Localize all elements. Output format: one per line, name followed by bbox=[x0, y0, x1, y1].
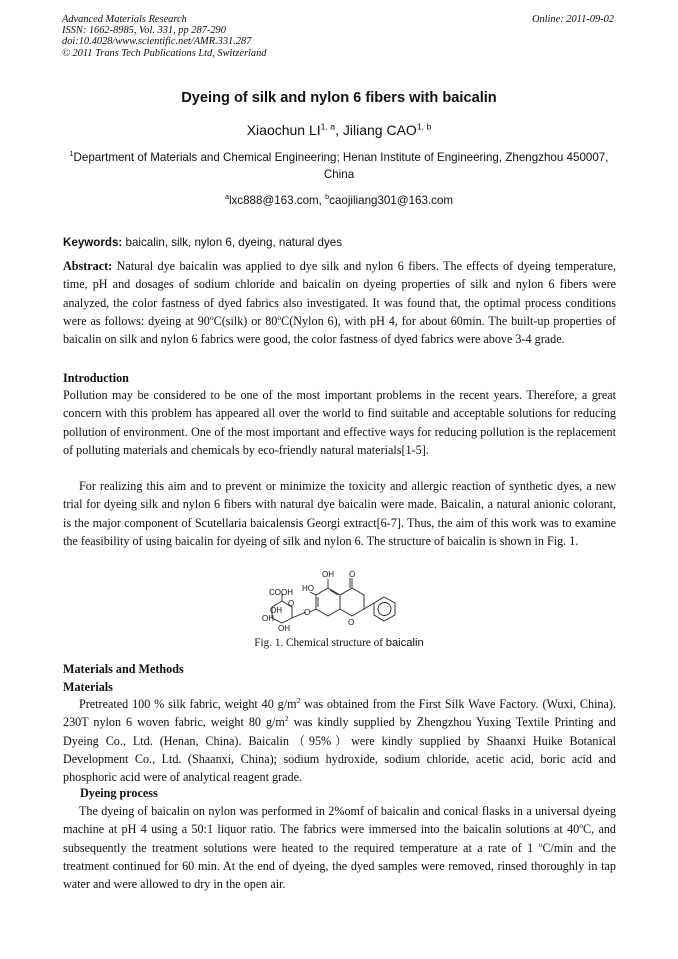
journal-header bbox=[62, 14, 266, 59]
a-ring bbox=[316, 588, 340, 616]
caption-compound: baicalin bbox=[385, 637, 424, 649]
intro-paragraph-1: Pollution may be considered to be one of the most important problems in the recent years. Therefore, a great concern with this problem has appeared all over the world to find suitable and acceptable solutions for reducing pollution of environment. One of the most important and effective ways for reducing pollution is the replacement of polluting materials and chemicals by eco-friendly natural materials[1-5]. bbox=[63, 388, 616, 457]
email-a-sup: a bbox=[224, 192, 229, 202]
chem-label: O bbox=[348, 618, 355, 627]
affiliation bbox=[66, 150, 612, 183]
degree-mark: o bbox=[538, 839, 543, 849]
author-separator: , bbox=[335, 122, 343, 138]
journal-name: Advanced Materials Research bbox=[62, 14, 187, 25]
keywords bbox=[63, 236, 616, 249]
author-emails bbox=[0, 194, 678, 207]
chem-label: O bbox=[304, 608, 311, 617]
chem-label: OH bbox=[262, 614, 274, 623]
authors-line bbox=[0, 122, 678, 138]
figure-caption bbox=[0, 637, 678, 649]
chem-label: O bbox=[349, 570, 356, 579]
abstract-text-1: Natural dye baicalin was applied to dye silk and nylon 6 fibers. The effects of dyeing temperature, time, pH and dosages of sodium chloride and baicalin on dyeing properties of silk and nylon 6 fibers were analyzed, the color fastness of dyed fabrics also investigated. It was found that, the optimal process conditions were as follows: dyeing at 90 bbox=[63, 259, 616, 328]
email-a[interactable]: lxc888@163.com, bbox=[228, 194, 326, 207]
materials-text-3: was kindly supplied by Zhengzhou Yuxing Textile Printing and Dyeing Co., Ltd. (Henan, China). Baicalin（95%）were kindly supplied by Shaanxi Huike Botanical Development Co., Ltd. (Shaanxi, China); sodium hydroxide, sodium chloride, acetic acid, boric acid and phosphoric acid were of analytical reagent grade. bbox=[63, 715, 616, 785]
caption-text: Fig. 1. Chemical structure of bbox=[254, 637, 386, 649]
squared-mark: 2 bbox=[296, 695, 301, 705]
phenyl-ring bbox=[374, 597, 395, 621]
keywords-text: baicalin, silk, nylon 6, dyeing, natural dyes bbox=[122, 236, 343, 249]
abstract bbox=[63, 257, 616, 348]
dyeing-text-2: C, and subsequently the treatment solutions were heated to the required temperature at a rate of 1 bbox=[63, 822, 616, 855]
issn-line: ISSN: 1662-8985, Vol. 331, pp 287-290 bbox=[62, 25, 226, 37]
chem-label: COOH bbox=[269, 588, 293, 597]
affiliation-text: Department of Materials and Chemical Engineering; Henan Institute of Engineering, Zhengzhou 450007, China bbox=[73, 151, 609, 181]
abstract-text-3: C(Nylon 6), with pH 4, for about 60min. The built-up properties of baicalin on silk and nylon 6 fabrics were good, the color fastness of dyed fabrics were above 3-4 grade. bbox=[63, 313, 616, 347]
dyeing-process-subheading: Dyeing process bbox=[80, 786, 158, 800]
materials-subheading: Materials bbox=[63, 680, 113, 694]
chem-label: OH bbox=[278, 624, 290, 633]
intro-paragraph-2: For realizing this aim and to prevent or minimize the toxicity and allergic reaction of synthetic dyes, a new trial for dyeing silk and nylon 6 fibers with natural dye baicalin were made. Baicalin, a natural anionic colorant, is the major component of Scutellaria baicalensis Georgi extract[6-7]. Thus, the aim of this work was to examine the feasibility of using baicalin for dyeing of silk and nylon 6. The structure of baicalin is shown in Fig. 1. bbox=[63, 479, 616, 548]
dyeing-paragraph bbox=[63, 802, 616, 893]
affiliation-sup: 1 bbox=[69, 149, 74, 159]
author-2-sup: 1, b bbox=[416, 121, 432, 132]
materials-text-2: was obtained from the First Silk Wave Factory. (Wuxi, China). 230T nylon 6 woven fabric, weight 80 g/m bbox=[63, 697, 616, 730]
author-1-sup: 1, a bbox=[320, 121, 336, 132]
online-date: Online: 2011-09-02 bbox=[531, 14, 614, 25]
chem-label: OH bbox=[270, 606, 282, 615]
paper-title: Dyeing of silk and nylon 6 fibers with baicalin bbox=[181, 90, 497, 106]
email-b[interactable]: caojiliang301@163.com bbox=[329, 194, 454, 207]
materials-paragraph bbox=[63, 695, 616, 786]
degree-mark: o bbox=[579, 821, 583, 831]
dyeing-text-3: C/min and the treatment continued for 60 min. At the end of dyeing, the dyed samples were removed, rinsed thoroughly in tap water and were allowed to dry in the open air. bbox=[63, 840, 616, 892]
chem-label: O bbox=[288, 599, 295, 608]
degree-mark: o bbox=[277, 312, 282, 322]
abstract-text-2: C(silk) or 80 bbox=[213, 313, 278, 328]
chem-label: OH bbox=[322, 570, 334, 579]
materials-text-1: Pretreated 100 % silk fabric, weight 40 g/m bbox=[79, 697, 297, 711]
copyright-line: © 2011 Trans Tech Publications Ltd, Switzerland bbox=[62, 47, 267, 59]
author-1: Xiaochun LI bbox=[246, 122, 321, 138]
degree-mark: o bbox=[209, 312, 214, 322]
keywords-label: Keywords: bbox=[63, 236, 123, 249]
chem-label: HO bbox=[302, 584, 314, 593]
baicalin-structure-figure bbox=[258, 565, 418, 635]
doi-line: doi:10.4028/www.scientific.net/AMR.331.287 bbox=[62, 36, 252, 48]
methods-heading: Materials and Methods bbox=[63, 662, 184, 676]
introduction-heading: Introduction bbox=[63, 371, 129, 385]
email-b-sup: b bbox=[325, 192, 330, 202]
dyeing-text-1: The dyeing of baicalin on nylon was performed in 2%omf of baicalin and conical flasks in a universal dyeing machine at pH 4 using a 50:1 liquor ratio. The fabrics were immersed into the baicalin solutions at 40 bbox=[63, 804, 616, 837]
squared-mark: 2 bbox=[284, 714, 289, 724]
author-2: Jiliang CAO bbox=[342, 122, 417, 138]
abstract-label: Abstract: bbox=[63, 259, 113, 273]
